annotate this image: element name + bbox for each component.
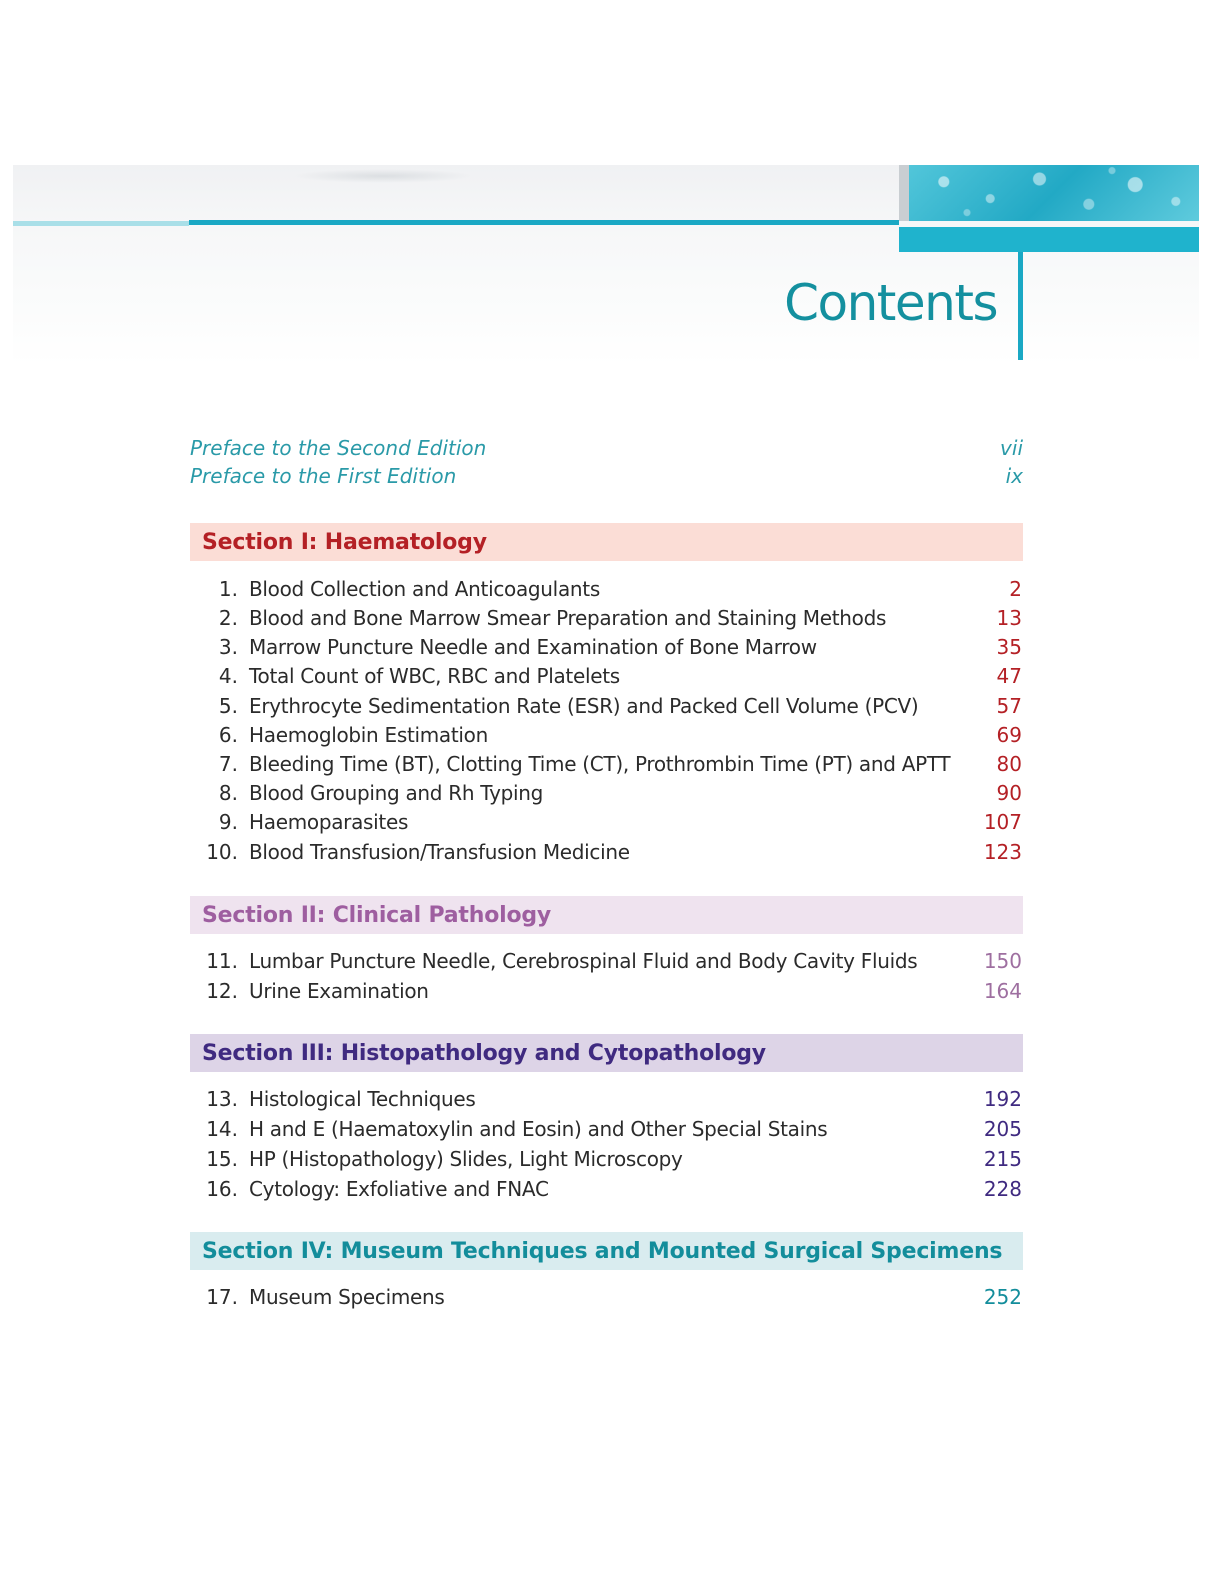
banner-vertical-rule bbox=[1018, 252, 1023, 360]
chapter-number: 6. bbox=[218, 723, 238, 747]
chapter-number: 17. bbox=[206, 1285, 238, 1309]
chapter-title: Haemoparasites bbox=[249, 810, 409, 834]
chapter-page: 80 bbox=[996, 752, 1022, 776]
section-heading-museum-techniques: Section IV: Museum Techniques and Mounted Surgical Specimens bbox=[190, 1232, 1023, 1270]
chapter-title: Bleeding Time (BT), Clotting Time (CT), Prothrombin Time (PT) and APTT bbox=[249, 752, 951, 776]
chapter-number: 1. bbox=[218, 577, 238, 601]
toc-entry[interactable] bbox=[190, 977, 1023, 1005]
preface-page: ix bbox=[1005, 464, 1023, 488]
toc-entry[interactable] bbox=[190, 692, 1023, 720]
toc-entry[interactable] bbox=[190, 838, 1023, 866]
chapter-number: 10. bbox=[206, 840, 238, 864]
chapter-page: 192 bbox=[983, 1087, 1022, 1111]
preface-entry[interactable] bbox=[190, 436, 1023, 464]
toc-entry[interactable] bbox=[190, 1145, 1023, 1173]
section-heading-histopathology: Section III: Histopathology and Cytopathology bbox=[190, 1034, 1023, 1072]
chapter-page: 252 bbox=[983, 1285, 1022, 1309]
chapter-number: 4. bbox=[218, 664, 238, 688]
toc-entry[interactable] bbox=[190, 1115, 1023, 1143]
chapter-title: Total Count of WBC, RBC and Platelets bbox=[249, 664, 620, 688]
toc-entry[interactable] bbox=[190, 808, 1023, 836]
banner-faint-mark bbox=[293, 169, 473, 183]
chapter-page: 123 bbox=[983, 840, 1022, 864]
page-title: Contents bbox=[784, 274, 997, 332]
chapter-title: Lumbar Puncture Needle, Cerebrospinal Fluid and Body Cavity Fluids bbox=[249, 949, 918, 973]
chapter-title: Blood and Bone Marrow Smear Preparation and Staining Methods bbox=[249, 606, 887, 630]
chapter-number: 5. bbox=[218, 694, 238, 718]
chapter-number: 15. bbox=[206, 1147, 238, 1171]
chapter-title: Urine Examination bbox=[249, 979, 429, 1003]
toc-entry[interactable] bbox=[190, 1283, 1023, 1311]
preface-page: vii bbox=[1000, 436, 1023, 460]
toc-entry[interactable] bbox=[190, 1175, 1023, 1203]
preface-label: Preface to the First Edition bbox=[190, 464, 457, 488]
banner-pattern-image bbox=[899, 165, 1199, 221]
toc-entry[interactable] bbox=[190, 947, 1023, 975]
chapter-number: 14. bbox=[206, 1117, 238, 1141]
toc-entry[interactable] bbox=[190, 662, 1023, 690]
chapter-number: 2. bbox=[218, 606, 238, 630]
preface-entry[interactable] bbox=[190, 464, 1023, 492]
chapter-title: Marrow Puncture Needle and Examination of Bone Marrow bbox=[249, 635, 817, 659]
toc-entry[interactable] bbox=[190, 604, 1023, 632]
header-banner bbox=[13, 165, 1199, 365]
chapter-page: 150 bbox=[983, 949, 1022, 973]
section-heading-clinical-pathology: Section II: Clinical Pathology bbox=[190, 896, 1023, 934]
preface-label: Preface to the Second Edition bbox=[190, 436, 487, 460]
chapter-title: Blood Grouping and Rh Typing bbox=[249, 781, 544, 805]
banner-line bbox=[189, 220, 899, 225]
chapter-title: Haemoglobin Estimation bbox=[249, 723, 488, 747]
chapter-page: 2 bbox=[1009, 577, 1022, 601]
chapter-page: 47 bbox=[996, 664, 1022, 688]
chapter-number: 16. bbox=[206, 1177, 238, 1201]
chapter-number: 11. bbox=[206, 949, 238, 973]
chapter-number: 7. bbox=[218, 752, 238, 776]
chapter-number: 13. bbox=[206, 1087, 238, 1111]
chapter-title: Cytology: Exfoliative and FNAC bbox=[249, 1177, 549, 1201]
chapter-page: 69 bbox=[996, 723, 1022, 747]
banner-line-light bbox=[13, 221, 189, 226]
chapter-page: 90 bbox=[996, 781, 1022, 805]
toc-entry[interactable] bbox=[190, 779, 1023, 807]
toc-entry[interactable] bbox=[190, 721, 1023, 749]
chapter-number: 8. bbox=[218, 781, 238, 805]
chapter-number: 9. bbox=[218, 810, 238, 834]
chapter-page: 228 bbox=[983, 1177, 1022, 1201]
toc-entry[interactable] bbox=[190, 1085, 1023, 1113]
toc-entry[interactable] bbox=[190, 575, 1023, 603]
chapter-title: Erythrocyte Sedimentation Rate (ESR) and Packed Cell Volume (PCV) bbox=[249, 694, 919, 718]
chapter-title: HP (Histopathology) Slides, Light Microscopy bbox=[249, 1147, 683, 1171]
chapter-number: 3. bbox=[218, 635, 238, 659]
chapter-page: 205 bbox=[983, 1117, 1022, 1141]
banner-accent-bar bbox=[899, 227, 1199, 252]
chapter-page: 57 bbox=[996, 694, 1022, 718]
chapter-page: 107 bbox=[983, 810, 1022, 834]
section-heading-haematology: Section I: Haematology bbox=[190, 523, 1023, 561]
chapter-title: H and E (Haematoxylin and Eosin) and Other Special Stains bbox=[249, 1117, 828, 1141]
chapter-title: Museum Specimens bbox=[249, 1285, 445, 1309]
chapter-page: 35 bbox=[996, 635, 1022, 659]
chapter-title: Histological Techniques bbox=[249, 1087, 476, 1111]
toc-entry[interactable] bbox=[190, 750, 1023, 778]
chapter-page: 164 bbox=[983, 979, 1022, 1003]
chapter-number: 12. bbox=[206, 979, 238, 1003]
toc-entry[interactable] bbox=[190, 633, 1023, 661]
chapter-page: 13 bbox=[996, 606, 1022, 630]
chapter-page: 215 bbox=[983, 1147, 1022, 1171]
chapter-title: Blood Collection and Anticoagulants bbox=[249, 577, 600, 601]
chapter-title: Blood Transfusion/Transfusion Medicine bbox=[249, 840, 630, 864]
